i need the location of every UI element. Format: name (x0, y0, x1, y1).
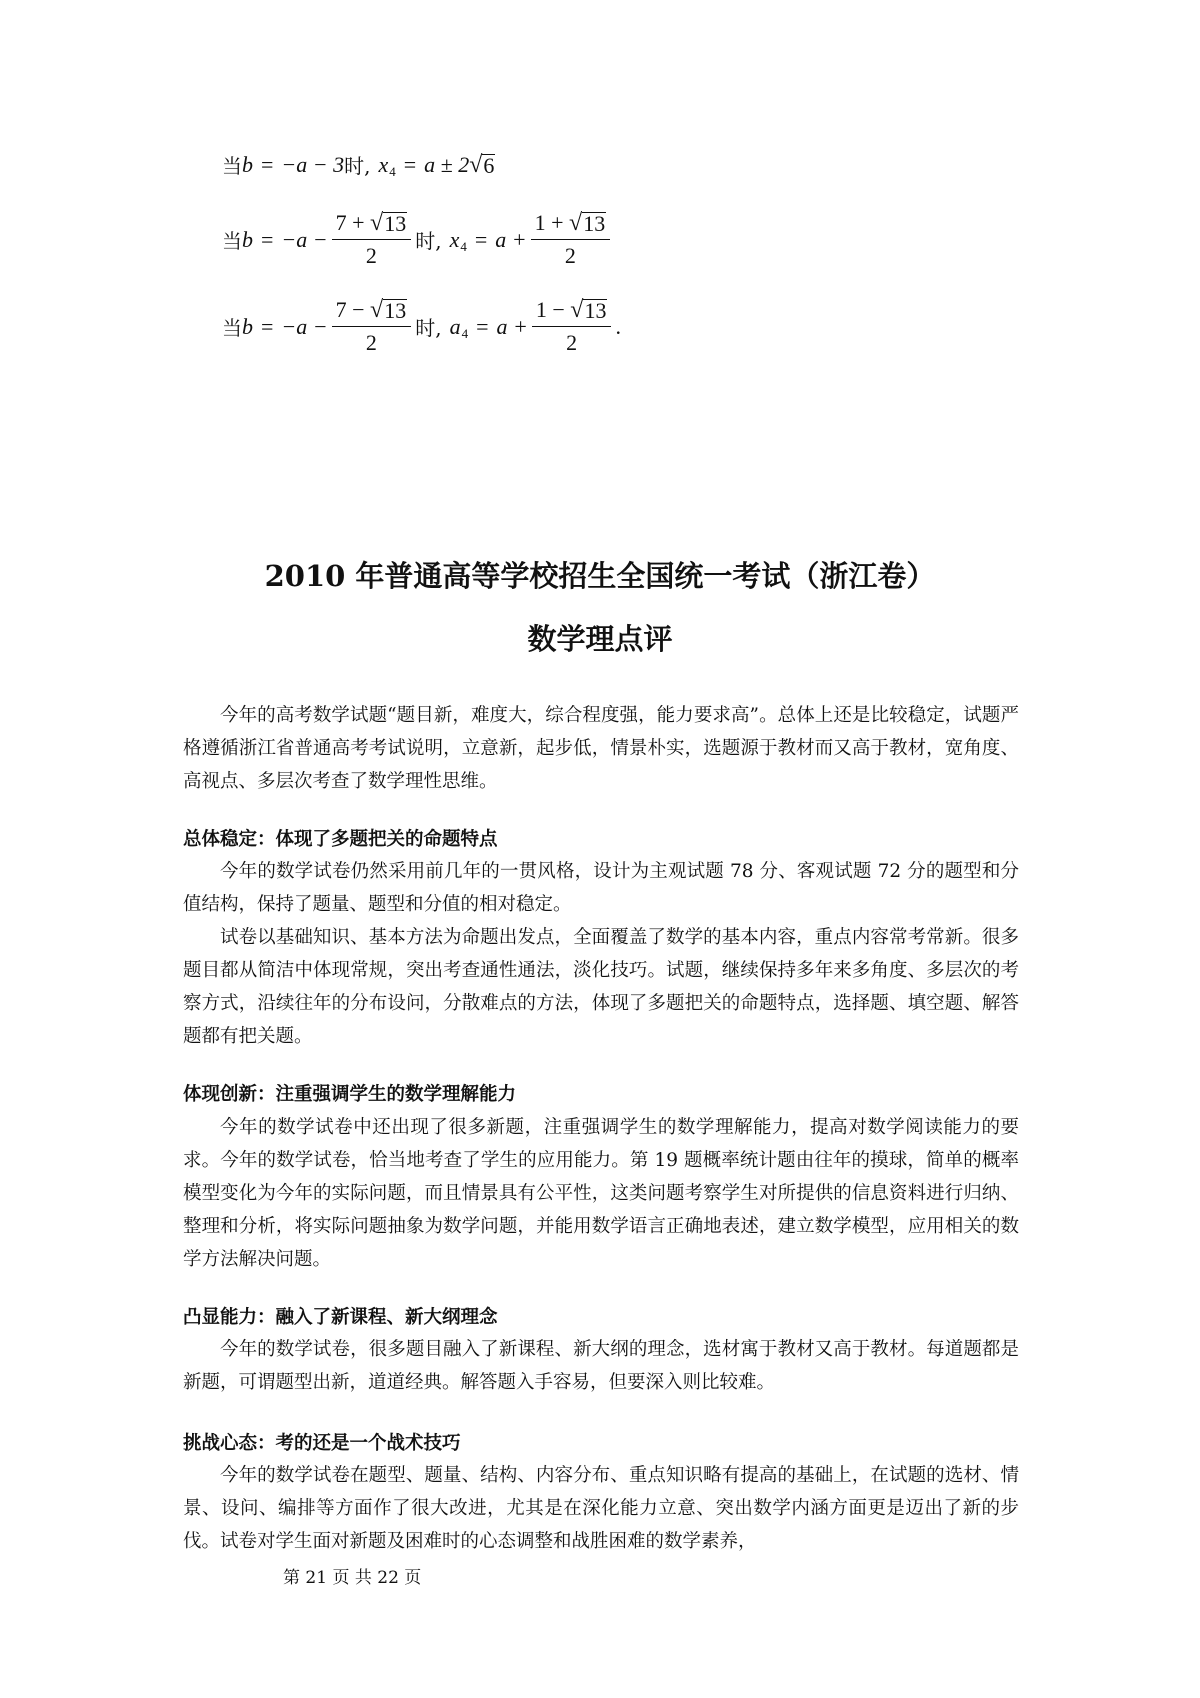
formula-equals: = (261, 313, 274, 339)
fraction-denominator: 2 (365, 330, 377, 355)
fraction (332, 297, 412, 356)
section-paragraph: 今年的数学试卷中还出现了很多新题，注重强调学生的数学理解能力，提高对数学阅读能力的要求。今年的数学试卷，恰当地考查了学生的应用能力。第 19 题概率统计题由往年的摸球，简单的概率模型变化为今年的实际问题，而且情景具有公平性，这类问题考察学生对所提供的信息资料进行归纳、整理和分析，将实际问题抽象为数学问题，并能用数学语言正确地表述，建立数学模型，应用相关的数学方法解决问题。 (183, 1117, 1019, 1270)
fraction-denominator: 2 (365, 243, 377, 268)
radicand: 13 (583, 211, 606, 236)
radicand: 13 (384, 211, 407, 236)
section-heading-innovation: 体现创新：注重强调学生的数学理解能力 (183, 1084, 517, 1105)
formula-equals: = (261, 226, 274, 252)
radical-sign-icon: √ (469, 151, 483, 178)
formula-var-x: x (449, 226, 460, 252)
formula-when: 时, (344, 154, 371, 178)
formula-prefix: 当 (222, 154, 242, 178)
numerator-text: 7 + (335, 210, 365, 235)
section-paragraph: 今年的数学试卷在题型、题量、结构、内容分布、重点知识略有提高的基础上，在试题的选材、情景、设问、编排等方面作了很大改进，尤其是在深化能力立意、突出数学内涵方面更是迈出了新的步伐。试卷对学生面对新题及困难时的心态调整和战胜困难的数学素养， (183, 1465, 1019, 1552)
formula-a-rhs: a + (496, 313, 528, 339)
radical-sign-icon: √ (370, 210, 384, 236)
radical-sign-icon: √ (570, 297, 584, 323)
section-heading-stability: 总体稳定：体现了多题把关的命题特点 (183, 829, 498, 850)
formula-var-b: b (242, 313, 253, 339)
formula-var-a: a (449, 313, 461, 339)
fraction-numerator (332, 297, 412, 327)
formula-var-b: b (242, 226, 253, 252)
formula-var-x: x (378, 151, 389, 177)
formula-tail: . (615, 313, 621, 339)
sqrt (570, 298, 607, 322)
fraction-numerator (532, 297, 612, 327)
section-heading-mindset: 挑战心态：考的还是一个战术技巧 (183, 1433, 461, 1454)
page-footer: 第 21 页 共 22 页 (283, 1568, 422, 1588)
section-paragraph: 今年的数学试卷，很多题目融入了新课程、新大纲的理念，选材寓于教材又高于教材。每道题都是新题，可谓题型出新，道道经典。解答题入手容易，但要深入则比较难。 (183, 1339, 1019, 1393)
formula-var-b: b (242, 151, 253, 177)
formula-equals: = (474, 226, 488, 252)
sqrt (370, 298, 407, 322)
formula-line-2 (222, 210, 614, 269)
numerator-text: 7 − (335, 297, 365, 322)
radicand: 6 (483, 152, 495, 178)
formula-line-1 (222, 150, 495, 179)
formula-b-rhs: −a − (281, 226, 328, 252)
formula-when: 时, (415, 229, 442, 253)
fraction (332, 210, 412, 269)
fraction-denominator: 2 (566, 330, 578, 355)
fraction-denominator: 2 (564, 243, 576, 268)
numerator-text: 1 − (535, 297, 565, 322)
formula-x-rhs: a ± 2 (424, 151, 470, 177)
document-title: 2010 年普通高等学校招生全国统一考试（浙江卷） (264, 559, 936, 593)
formula-when: 时, (415, 316, 442, 340)
formula-equals: = (403, 151, 417, 177)
formula-equals: = (261, 151, 274, 177)
fraction-numerator (332, 210, 412, 240)
fraction (531, 210, 611, 269)
formula-b-rhs: −a − 3 (281, 151, 345, 177)
formula-line-3 (222, 297, 621, 356)
section-paragraph: 今年的数学试卷仍然采用前几年的一贯风格，设计为主观试题 78 分、客观试题 72 分的题型和分值结构，保持了题量、题型和分值的相对稳定。 (183, 861, 1019, 915)
radicand: 13 (584, 298, 607, 323)
sqrt (469, 153, 495, 177)
radical-sign-icon: √ (569, 210, 583, 236)
section-heading-ability: 凸显能力：融入了新课程、新大纲理念 (183, 1307, 498, 1328)
document-subtitle: 数学理点评 (527, 622, 673, 656)
numerator-text: 1 + (534, 210, 564, 235)
radicand: 13 (384, 298, 407, 323)
intro-paragraph: 今年的高考数学试题“题目新，难度大，综合程度强，能力要求高”。总体上还是比较稳定，试题严格遵循浙江省普通高考考试说明，立意新，起步低，情景朴实，选题源于教材而又高于教材，宽角度、高视点、多层次考查了数学理性思维。 (183, 705, 1019, 792)
section-paragraph: 试卷以基础知识、基本方法为命题出发点，全面覆盖了数学的基本内容，重点内容常考常新。很多题目都从简洁中体现常规，突出考查通性通法，淡化技巧。试题，继续保持多年来多角度、多层次的考察方式，沿续往年的分布设问，分散难点的方法，体现了多题把关的命题特点，选择题、填空题、解答题都有把关题。 (183, 927, 1019, 1047)
formula-prefix: 当 (222, 316, 242, 340)
fraction-numerator (531, 210, 611, 240)
formula-subscript: 4 (461, 325, 469, 341)
formula-prefix: 当 (222, 229, 242, 253)
formula-x-rhs: a + (495, 226, 527, 252)
fraction (532, 297, 612, 356)
formula-subscript: 4 (460, 238, 467, 254)
sqrt (370, 211, 407, 235)
sqrt (569, 211, 606, 235)
formula-equals: = (476, 313, 489, 339)
formula-b-rhs: −a − (281, 313, 328, 339)
formula-subscript: 4 (389, 163, 396, 179)
radical-sign-icon: √ (370, 297, 384, 323)
